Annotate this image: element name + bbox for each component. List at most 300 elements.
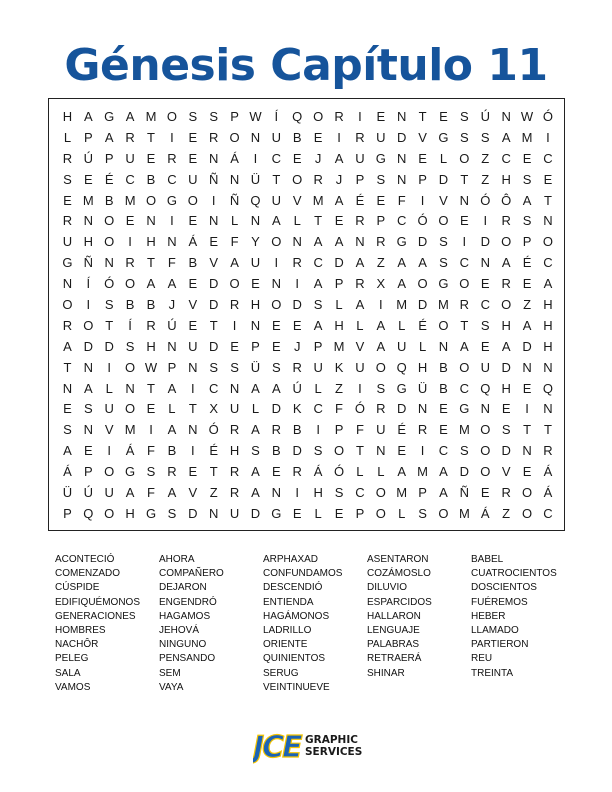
grid-letter: É	[104, 171, 114, 187]
grid-letter: N	[208, 150, 219, 166]
grid-letter: B	[104, 192, 114, 208]
grid-letter: U	[229, 401, 240, 417]
grid-letter: Ô	[501, 192, 512, 208]
grid-letter: O	[480, 443, 491, 459]
grid-letter: A	[146, 276, 156, 292]
grid-letter: Ñ	[229, 192, 240, 208]
grid-letter: I	[128, 234, 132, 250]
grid-letter: R	[146, 317, 156, 333]
grid-letter: A	[313, 234, 323, 250]
grid-letter: T	[272, 171, 281, 187]
grid-letter: G	[104, 109, 115, 124]
grid-letter: H	[501, 317, 511, 333]
page-title: Génesis Capítulo 11	[64, 40, 548, 91]
grid-letter: E	[522, 464, 532, 480]
grid-letter: O	[104, 234, 115, 250]
grid-letter: A	[125, 485, 135, 501]
grid-letter: U	[188, 338, 198, 354]
grid-letter: M	[124, 422, 136, 438]
grid-letter: T	[418, 109, 427, 124]
grid-letter: N	[292, 234, 302, 250]
grid-letter: R	[292, 464, 302, 480]
grid-letter: I	[274, 255, 279, 271]
grid-letter: E	[230, 338, 239, 354]
grid-letter: I	[86, 297, 91, 313]
grid-letter: W	[520, 109, 534, 124]
grid-letter: R	[62, 213, 73, 229]
grid-letter: E	[84, 171, 93, 187]
grid-letter: L	[230, 213, 239, 229]
grid-letter: N	[188, 359, 198, 375]
word-list-item: LADRILLO	[263, 625, 312, 637]
grid-letter: E	[418, 150, 427, 166]
grid-letter: T	[209, 317, 218, 333]
grid-letter: S	[63, 171, 72, 187]
grid-letter: E	[376, 192, 386, 208]
grid-letter: P	[376, 213, 386, 229]
grid-letter: D	[208, 297, 219, 313]
grid-letter: X	[376, 276, 386, 292]
grid-letter: I	[358, 109, 362, 124]
grid-letter: A	[84, 380, 93, 396]
grid-letter: M	[312, 192, 324, 208]
grid-letter: S	[188, 109, 198, 124]
grid-letter: U	[229, 505, 240, 521]
grid-letter: O	[521, 505, 533, 521]
word-list-item: DILUVIO	[367, 582, 408, 594]
grid-letter: B	[439, 380, 448, 396]
grid-letter: M	[521, 129, 533, 145]
grid-letter: O	[459, 150, 470, 166]
grid-letter: E	[188, 213, 198, 229]
grid-letter: A	[334, 150, 344, 166]
grid-letter: B	[146, 297, 156, 313]
grid-letter: Ü	[250, 359, 261, 375]
grid-letter: S	[167, 505, 177, 521]
grid-letter: L	[168, 401, 176, 417]
grid-letter: N	[543, 213, 553, 229]
grid-letter: N	[146, 213, 156, 229]
grid-letter: I	[190, 443, 195, 459]
grid-letter: N	[459, 192, 470, 208]
grid-letter: C	[313, 255, 323, 271]
word-list-item: ACONTECIÓ	[55, 554, 115, 565]
grid-letter: A	[460, 338, 469, 354]
grid-letter: E	[480, 276, 490, 292]
grid-letter: O	[83, 317, 94, 333]
grid-letter: Á	[480, 505, 490, 521]
grid-letter: N	[83, 422, 94, 438]
grid-letter: E	[397, 443, 407, 459]
grid-letter: Ó	[104, 276, 115, 292]
grid-letter: A	[313, 317, 323, 333]
grid-letter: U	[104, 401, 114, 417]
grid-letter: C	[208, 380, 219, 396]
grid-letter: S	[480, 317, 490, 333]
grid-letter: V	[188, 297, 198, 313]
grid-letter: A	[251, 422, 260, 438]
grid-letter: E	[125, 213, 135, 229]
grid-letter: I	[316, 422, 320, 438]
grid-letter: H	[83, 234, 94, 250]
grid-letter: Ó	[354, 401, 365, 417]
grid-letter: R	[229, 422, 240, 438]
grid-letter: R	[376, 401, 386, 417]
grid-letter: N	[167, 234, 177, 250]
word-list-item: COZÁMOSLO	[367, 568, 431, 580]
grid-letter: P	[63, 505, 72, 521]
grid-letter: N	[543, 401, 553, 417]
grid-letter: I	[462, 234, 467, 250]
grid-letter: A	[522, 317, 532, 333]
grid-letter: R	[543, 443, 553, 459]
grid-letter: N	[125, 380, 135, 396]
grid-letter: D	[480, 234, 490, 250]
grid-letter: R	[501, 485, 511, 501]
grid-letter: A	[334, 234, 344, 250]
grid-letter: N	[250, 317, 261, 333]
grid-letter: Ñ	[459, 485, 470, 501]
grid-letter: G	[438, 276, 449, 292]
grid-letter: C	[313, 401, 323, 417]
grid-letter: C	[438, 443, 449, 459]
grid-letter: V	[355, 338, 365, 354]
grid-letter: A	[501, 338, 511, 354]
grid-letter: M	[417, 464, 428, 480]
grid-letter: E	[63, 192, 72, 208]
grid-letter: S	[313, 443, 323, 459]
grid-letter: E	[460, 213, 469, 229]
grid-letter: N	[229, 380, 240, 396]
grid-letter: S	[230, 359, 239, 375]
grid-letter: G	[62, 255, 73, 271]
grid-letter: E	[292, 317, 302, 333]
grid-letter: N	[188, 422, 198, 438]
grid-letter: E	[188, 464, 198, 480]
grid-letter: F	[335, 401, 343, 417]
grid-letter: L	[356, 317, 364, 333]
grid-letter: E	[251, 276, 260, 292]
grid-letter: B	[146, 171, 156, 187]
grid-letter: H	[313, 485, 323, 501]
grid-letter: Á	[188, 234, 198, 250]
grid-letter: V	[209, 255, 219, 271]
grid-letter: A	[355, 297, 365, 313]
grid-letter: S	[209, 109, 219, 124]
grid-letter: É	[397, 422, 407, 438]
grid-letter: B	[188, 255, 198, 271]
grid-letter: M	[145, 109, 157, 124]
grid-letter: U	[62, 234, 73, 250]
grid-letter: S	[334, 485, 344, 501]
grid-letter: N	[83, 213, 94, 229]
grid-letter: H	[543, 338, 553, 354]
grid-letter: R	[292, 255, 302, 271]
grid-letter: D	[250, 505, 261, 521]
grid-letter: O	[521, 485, 533, 501]
word-search-grid	[57, 107, 558, 525]
grid-letter: O	[333, 443, 345, 459]
grid-letter: A	[251, 380, 260, 396]
grid-letter: T	[314, 213, 323, 229]
grid-letter: E	[439, 109, 448, 124]
grid-letter: Ó	[542, 109, 553, 124]
grid-letter: U	[355, 150, 365, 166]
grid-letter: N	[522, 359, 532, 375]
grid-letter: N	[397, 150, 407, 166]
grid-letter: Y	[251, 234, 260, 250]
grid-letter: D	[501, 359, 511, 375]
grid-letter: R	[62, 150, 73, 166]
grid-letter: S	[376, 171, 386, 187]
grid-letter: R	[62, 317, 73, 333]
grid-letter: N	[376, 443, 386, 459]
grid-letter: R	[334, 109, 344, 124]
grid-letter: O	[375, 359, 386, 375]
grid-letter: D	[417, 234, 428, 250]
grid-letter: O	[501, 234, 512, 250]
word-list-item: TREINTA	[471, 667, 514, 679]
grid-letter: E	[272, 464, 281, 480]
grid-letter: Q	[292, 109, 303, 124]
jce-logo	[253, 726, 363, 764]
grid-letter: N	[62, 380, 73, 396]
grid-letter: E	[439, 401, 448, 417]
grid-letter: E	[272, 338, 281, 354]
grid-letter: A	[376, 338, 386, 354]
grid-letter: S	[522, 213, 532, 229]
grid-letter: L	[377, 464, 385, 480]
word-list-item: PALABRAS	[367, 639, 420, 651]
grid-letter: G	[375, 150, 386, 166]
grid-letter: I	[107, 443, 112, 459]
grid-letter: A	[125, 109, 135, 124]
grid-letter: A	[418, 255, 427, 271]
grid-letter: D	[459, 464, 470, 480]
grid-letter: U	[376, 129, 386, 145]
grid-letter: Ú	[167, 317, 177, 333]
grid-letter: Ñ	[208, 171, 219, 187]
grid-letter: N	[397, 109, 407, 124]
word-list-item: HOMBRES	[55, 625, 106, 637]
grid-letter: U	[271, 192, 282, 208]
grid-letter: E	[146, 150, 156, 166]
grid-letter: E	[292, 505, 302, 521]
grid-letter: O	[104, 464, 115, 480]
word-list-item: GENERACIONES	[55, 610, 136, 622]
grid-letter: T	[460, 317, 469, 333]
grid-letter: É	[522, 255, 532, 271]
grid-letter: N	[501, 109, 511, 124]
grid-letter: C	[355, 485, 365, 501]
grid-letter: T	[355, 443, 364, 459]
grid-letter: N	[355, 234, 365, 250]
grid-letter: Z	[523, 297, 532, 313]
grid-letter: D	[208, 276, 219, 292]
grid-letter: E	[522, 276, 532, 292]
grid-letter: F	[230, 234, 239, 250]
grid-letter: W	[249, 109, 262, 124]
grid-letter: L	[398, 317, 406, 333]
grid-letter: V	[418, 129, 427, 145]
grid-letter: U	[313, 359, 323, 375]
word-list-item: HEBER	[471, 610, 506, 622]
grid-letter: E	[209, 234, 219, 250]
grid-letter: A	[63, 338, 72, 354]
word-list-item: ENTIENDA	[263, 596, 314, 608]
grid-letter: L	[251, 401, 260, 417]
grid-letter: A	[272, 380, 281, 396]
grid-letter: O	[313, 109, 324, 124]
grid-letter: B	[125, 297, 135, 313]
grid-letter: D	[271, 401, 282, 417]
word-list-item: CÚSPIDE	[55, 582, 100, 594]
grid-letter: S	[480, 129, 490, 145]
grid-letter: J	[293, 338, 301, 354]
grid-letter: A	[501, 129, 511, 145]
word-list-item: SALA	[55, 667, 81, 679]
grid-letter: T	[147, 129, 155, 145]
grid-letter: S	[439, 255, 448, 271]
grid-letter: N	[522, 443, 532, 459]
grid-letter: Z	[481, 171, 490, 187]
grid-letter: A	[543, 276, 553, 292]
grid-letter: D	[397, 129, 407, 145]
grid-letter: P	[355, 171, 365, 187]
grid-letter: C	[459, 255, 470, 271]
grid-letter: A	[439, 464, 448, 480]
grid-letter: N	[83, 359, 94, 375]
grid-letter: N	[208, 505, 219, 521]
grid-letter: V	[188, 485, 198, 501]
grid-letter: C	[543, 150, 553, 166]
grid-letter: P	[522, 234, 532, 250]
grid-letter: B	[167, 443, 177, 459]
grid-letter: F	[147, 485, 155, 501]
grid-letter: O	[166, 109, 177, 124]
grid-letter: E	[522, 380, 532, 396]
grid-letter: P	[334, 422, 344, 438]
grid-letter: I	[420, 192, 425, 208]
grid-letter: N	[250, 213, 261, 229]
word-list-item: VAYA	[159, 681, 184, 693]
grid-letter: E	[334, 213, 344, 229]
grid-letter: F	[147, 443, 155, 459]
grid-letter: N	[104, 255, 114, 271]
grid-letter: E	[543, 171, 553, 187]
word-list-item: SEM	[159, 667, 181, 679]
grid-letter: E	[480, 338, 490, 354]
grid-letter: N	[438, 338, 449, 354]
grid-letter: E	[376, 109, 386, 124]
grid-letter: P	[230, 109, 239, 124]
grid-letter: J	[335, 171, 343, 187]
grid-letter: R	[501, 276, 511, 292]
grid-letter: E	[334, 505, 344, 521]
grid-letter: E	[292, 150, 302, 166]
grid-letter: E	[63, 401, 72, 417]
grid-letter: S	[84, 401, 93, 417]
grid-letter: I	[170, 129, 174, 145]
grid-letter: C	[397, 213, 407, 229]
grid-letter: H	[146, 338, 156, 354]
grid-letter: Ó	[208, 422, 219, 438]
grid-letter: O	[438, 505, 449, 521]
grid-letter: Ó	[480, 192, 491, 208]
grid-letter: Á	[313, 464, 323, 480]
grid-letter: D	[501, 443, 511, 459]
grid-letter: Q	[83, 505, 94, 521]
grid-letter: H	[146, 234, 156, 250]
grid-letter: H	[417, 359, 428, 375]
grid-letter: E	[439, 422, 448, 438]
grid-letter: G	[125, 464, 136, 480]
grid-letter: I	[295, 276, 300, 292]
grid-letter: E	[188, 276, 198, 292]
grid-letter: T	[460, 171, 469, 187]
grid-letter: E	[480, 485, 490, 501]
grid-letter: G	[438, 129, 449, 145]
grid-letter: N	[271, 485, 282, 501]
grid-letter: Z	[376, 255, 385, 271]
grid-letter: M	[396, 297, 408, 313]
grid-letter: S	[460, 109, 469, 124]
grid-letter: S	[209, 359, 219, 375]
word-list-item: VEINTINUEVE	[263, 681, 330, 693]
grid-letter: M	[396, 485, 408, 501]
grid-letter: U	[104, 485, 114, 501]
grid-letter: V	[104, 422, 114, 438]
grid-letter: I	[149, 422, 153, 438]
grid-letter: P	[334, 276, 344, 292]
grid-letter: O	[375, 505, 386, 521]
grid-letter: A	[334, 192, 344, 208]
grid-letter: U	[250, 255, 261, 271]
grid-letter: A	[397, 255, 407, 271]
grid-letter: O	[271, 234, 282, 250]
grid-letter: F	[167, 255, 176, 271]
grid-letter: Ú	[83, 150, 94, 166]
grid-letter: N	[229, 171, 240, 187]
grid-letter: D	[188, 505, 198, 521]
grid-letter: C	[271, 150, 282, 166]
grid-letter: O	[417, 276, 428, 292]
grid-letter: É	[418, 317, 427, 333]
grid-letter: I	[525, 401, 529, 417]
grid-letter: P	[84, 129, 93, 145]
grid-letter: G	[396, 234, 407, 250]
grid-letter: O	[438, 317, 449, 333]
word-search-grid-frame	[48, 98, 565, 531]
grid-letter: A	[104, 129, 114, 145]
grid-letter: T	[105, 317, 114, 333]
grid-letter: S	[418, 505, 427, 521]
grid-letter: R	[229, 464, 240, 480]
grid-letter: H	[543, 297, 553, 313]
grid-letter: G	[396, 380, 407, 396]
grid-letter: H	[229, 443, 240, 459]
grid-letter: K	[292, 401, 302, 417]
grid-letter: G	[145, 505, 157, 521]
grid-letter: B	[439, 359, 448, 375]
grid-letter: R	[355, 213, 365, 229]
grid-letter: B	[292, 129, 302, 145]
grid-letter: Z	[502, 505, 511, 521]
grid-letter: Z	[209, 485, 218, 501]
grid-letter: O	[125, 276, 136, 292]
grid-letter: Á	[543, 485, 553, 501]
word-list-item: FUÉREMOS	[471, 596, 528, 608]
